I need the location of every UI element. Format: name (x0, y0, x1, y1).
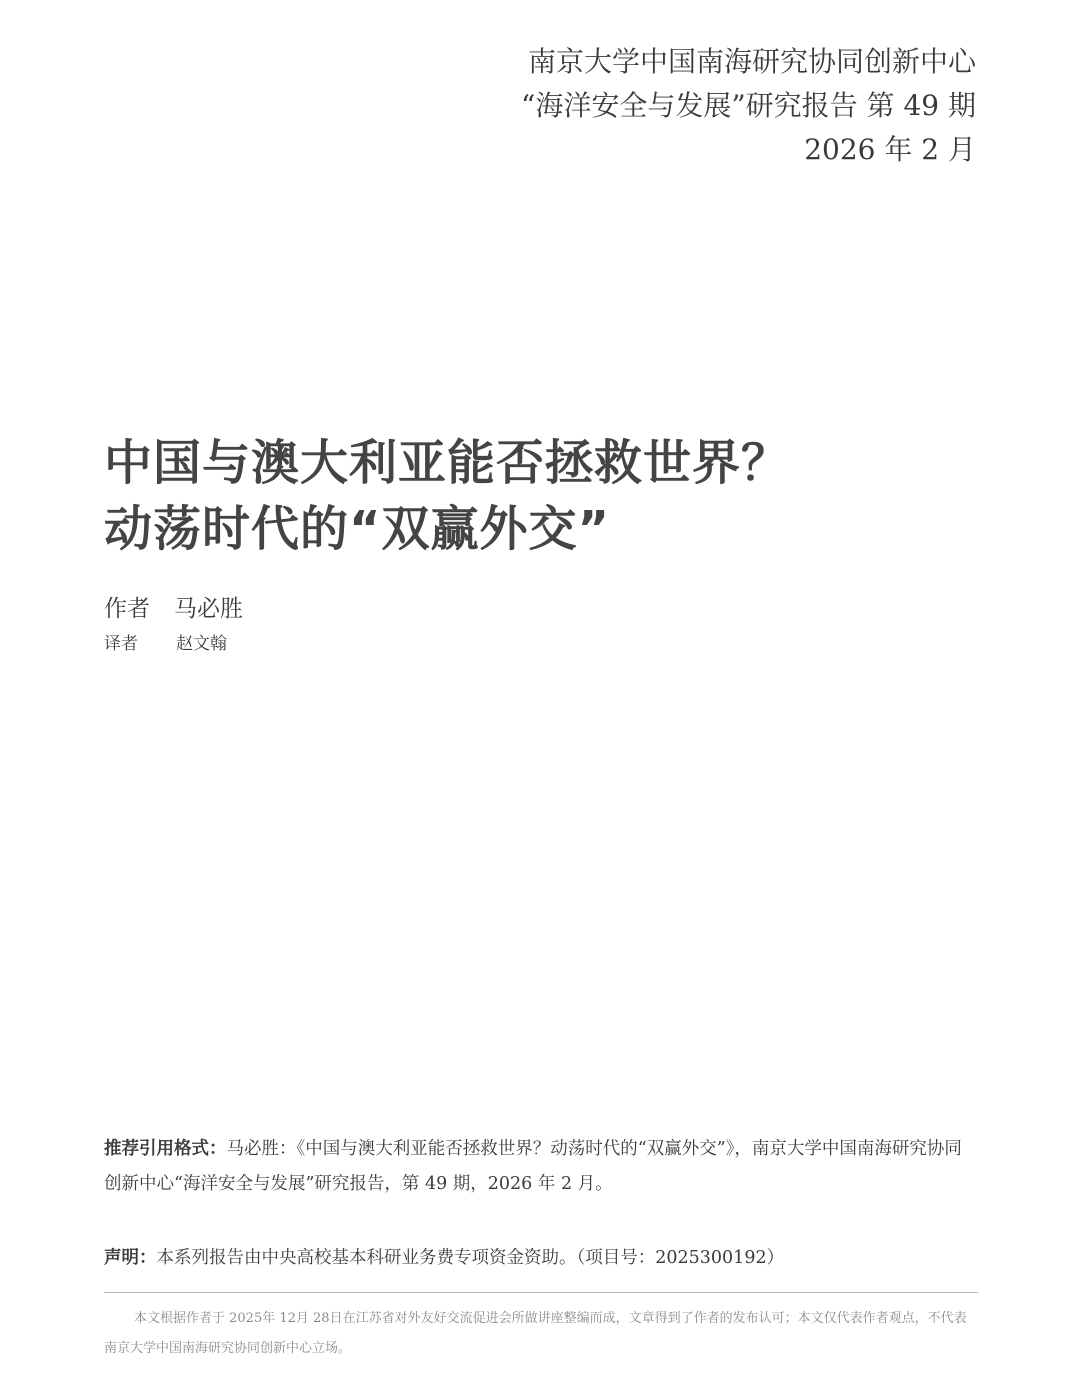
report-title (104, 430, 790, 562)
title-line-2: 动荡时代的“双赢外交” (104, 501, 611, 557)
citation-label: 推荐引用格式： (104, 1139, 227, 1159)
footnote-divider (104, 1292, 978, 1293)
citation-text: 马必胜：《中国与澳大利亚能否拯救世界？动荡时代的“双赢外交”》，南京大学中国南海研究协同创新中心“海洋安全与发展”研究报告，第 49 期，2026 年 2 月。 (104, 1139, 962, 1194)
footnote: 本文根据作者于 2025年 12月 28日在江苏省对外友好交流促进会所做讲座整编而成，文章得到了作者的发布认可；本文仅代表作者观点，不代表南京大学中国南海研究协同创新中心立场。 (104, 1311, 967, 1356)
institution-name: 南京大学中国南海研究协同创新中心 (527, 45, 976, 78)
translator-name: 赵文翰 (176, 634, 227, 654)
notice-label: 声明： (104, 1248, 157, 1268)
report-date: 2026 年 2 月 (804, 133, 976, 166)
translator-line (104, 631, 227, 657)
author-name: 马必胜 (174, 596, 243, 622)
funding-notice (104, 1241, 978, 1275)
author-line (104, 592, 243, 626)
report-header (521, 40, 976, 172)
citation-block (104, 1132, 978, 1202)
notice-text: 本系列报告由中央高校基本科研业务费专项资金资助。（项目号：2025300192） (156, 1248, 785, 1268)
translator-label: 译者 (104, 634, 138, 654)
title-line-1: 中国与澳大利亚能否拯救世界？ (104, 435, 791, 491)
author-label: 作者 (104, 596, 150, 622)
report-series: “海洋安全与发展”研究报告 第 49 期 (521, 89, 976, 122)
